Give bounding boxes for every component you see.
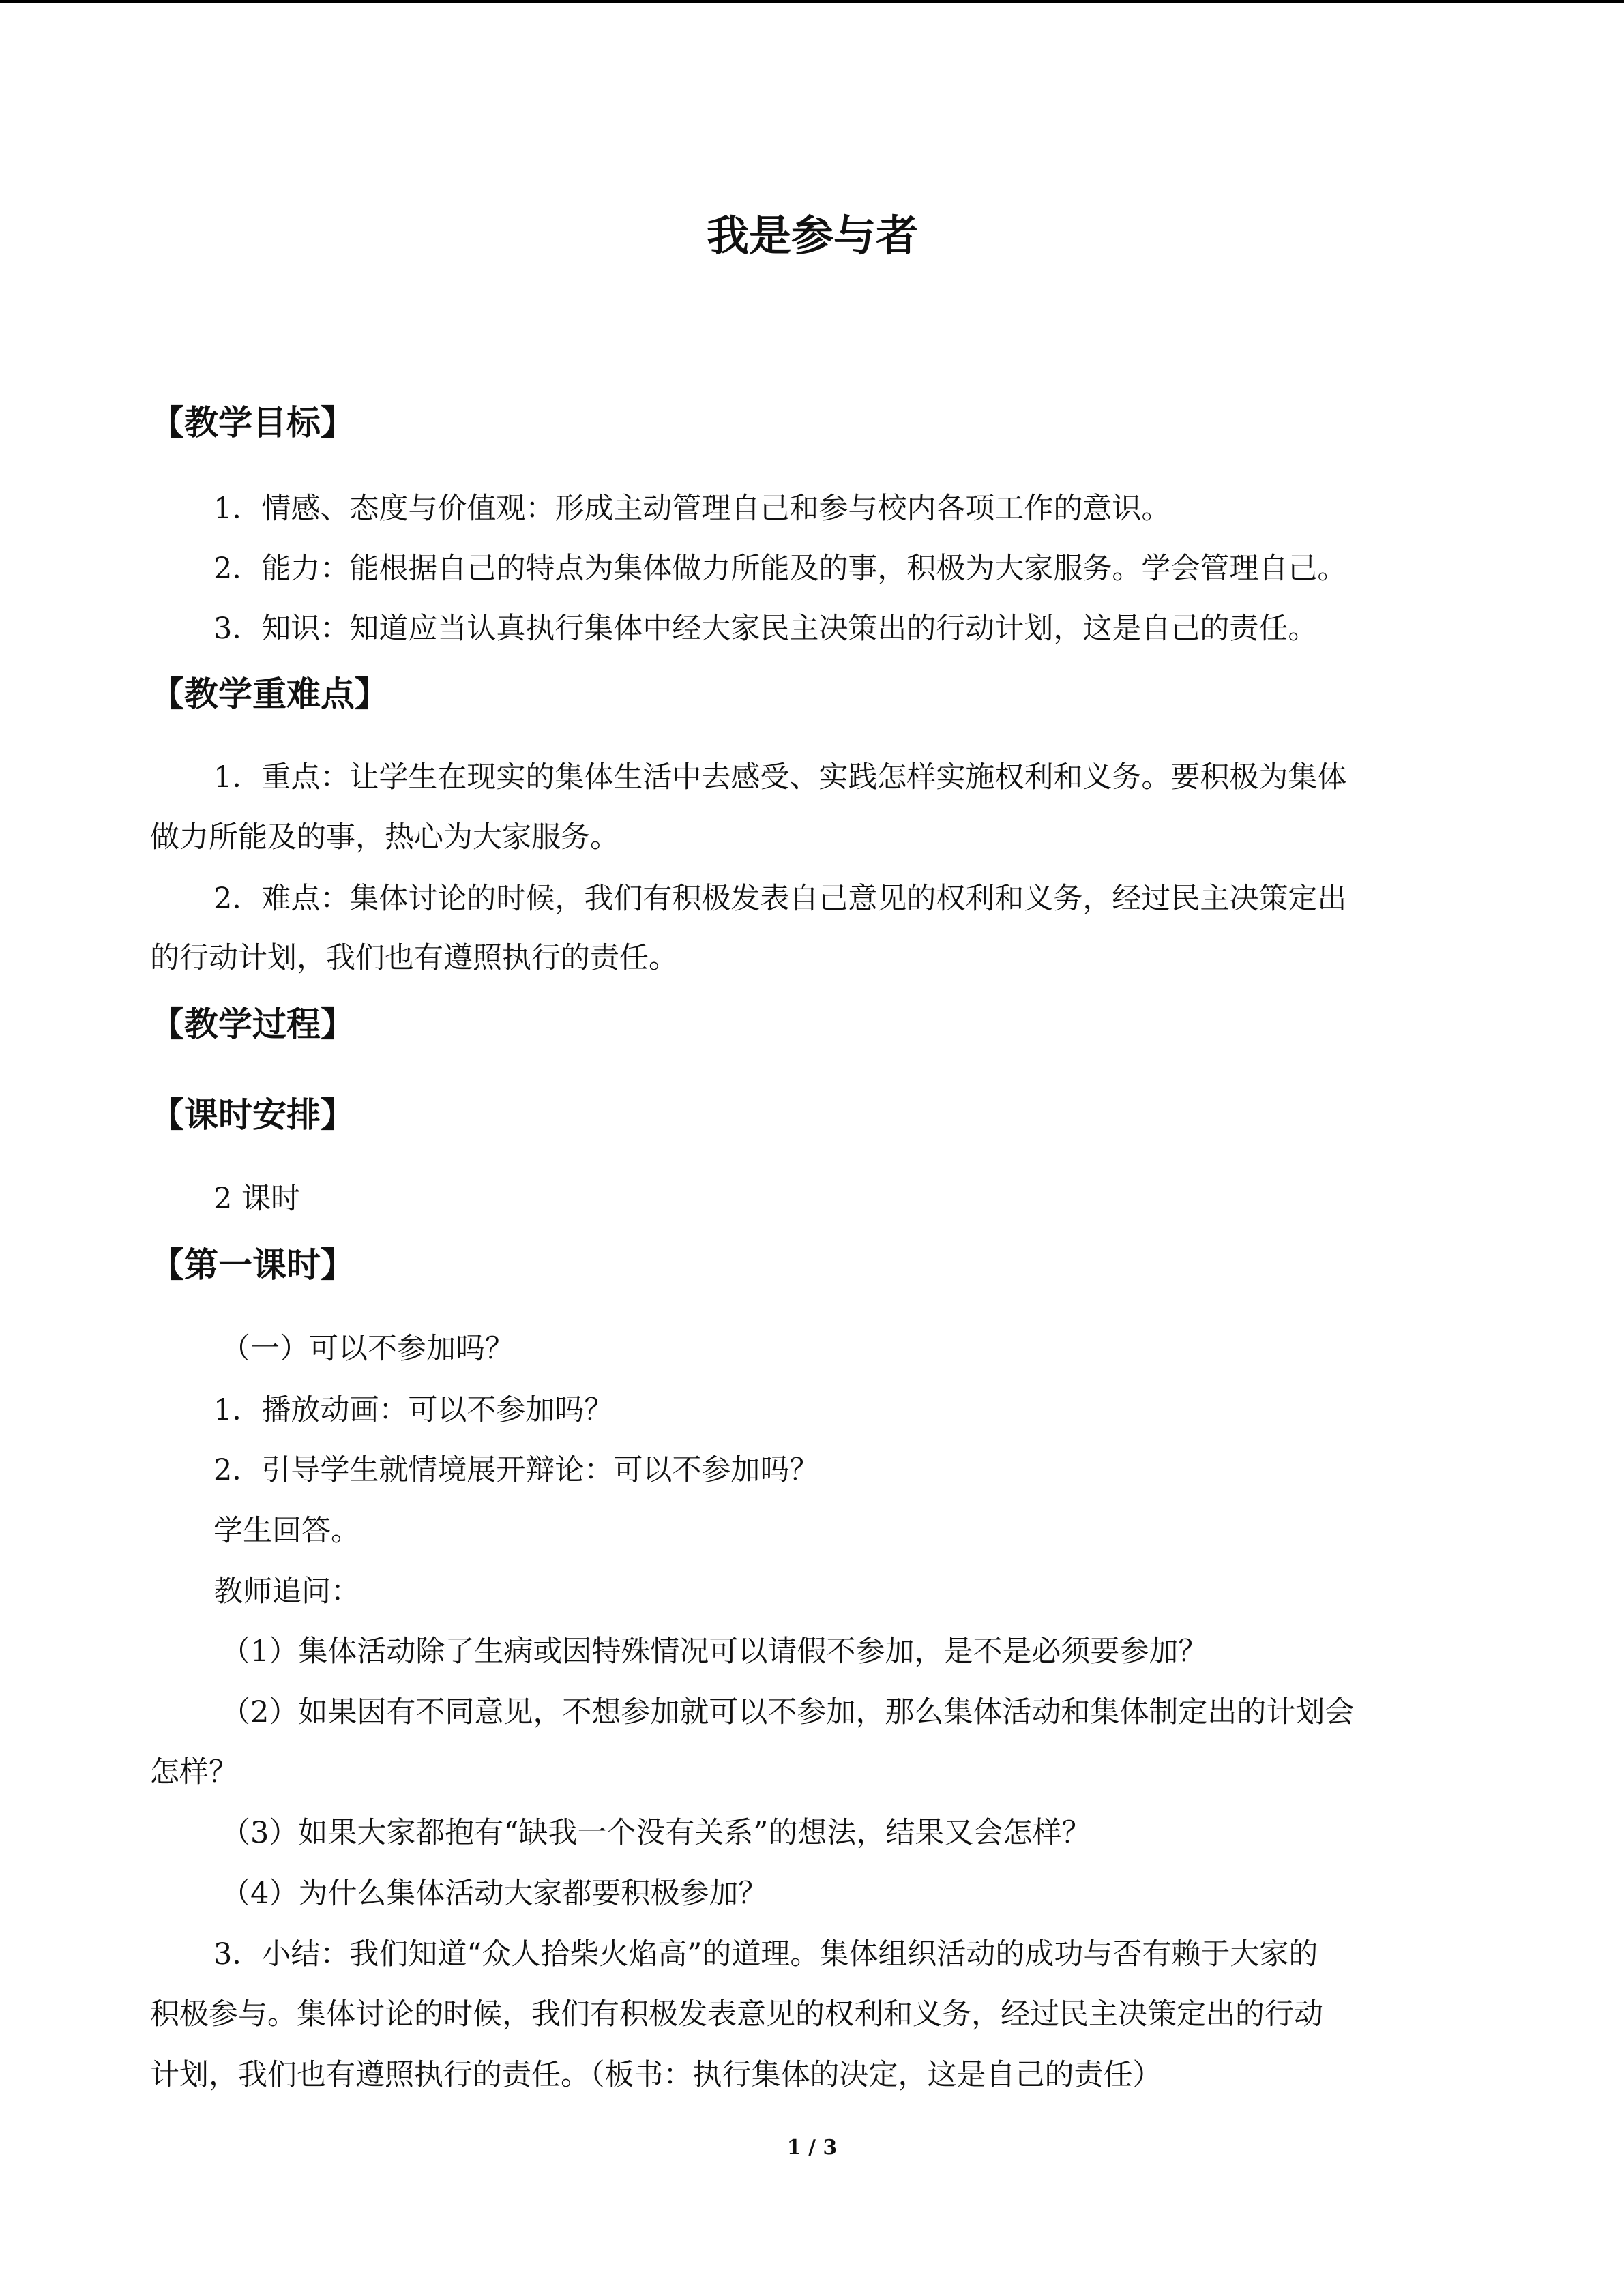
lesson-step: 2．引导学生就情境展开辩论：可以不参加吗？ bbox=[213, 1453, 819, 1487]
difficulty-text: 的行动计划，我们也有遵照执行的责任。 bbox=[150, 941, 678, 975]
question-item: （1）集体活动除了生病或因特殊情况可以请假不参加，是不是必须要参加？ bbox=[221, 1635, 1208, 1669]
key-point-text: 1．重点：让学生在现实的集体生活中去感受、实践怎样实施权利和义务。要积极为集体 bbox=[213, 760, 1347, 794]
question-item: （2）如果因有不同意见，不想参加就可以不参加，那么集体活动和集体制定出的计划会 bbox=[221, 1695, 1355, 1729]
heading-key-points: 【教学重难点】 bbox=[150, 674, 389, 714]
schedule-value: 2 课时 bbox=[213, 1182, 301, 1216]
lesson-subheading: （一）可以不参加吗？ bbox=[221, 1332, 514, 1366]
objective-item: 2．能力：能根据自己的特点为集体做力所能及的事，积极为大家服务。学会管理自己。 bbox=[213, 552, 1347, 586]
heading-process: 【教学过程】 bbox=[150, 1004, 355, 1044]
document-page bbox=[150, 0, 1475, 2296]
heading-schedule: 【课时安排】 bbox=[150, 1095, 355, 1135]
summary-text: 3．小结：我们知道“众人拾柴火焰高”的道理。集体组织活动的成功与否有赖于大家的 bbox=[213, 1937, 1318, 1971]
question-item: （4）为什么集体活动大家都要积极参加？ bbox=[221, 1877, 768, 1911]
key-point-text: 做力所能及的事，热心为大家服务。 bbox=[150, 820, 619, 854]
summary-text: 积极参与。集体讨论的时候，我们有积极发表意见的权利和义务，经过民主决策定出的行动 bbox=[150, 1997, 1323, 2031]
lesson-step: 1．播放动画：可以不参加吗？ bbox=[213, 1393, 614, 1427]
page-title: 我是参与者 bbox=[706, 211, 918, 260]
summary-text: 计划，我们也有遵照执行的责任。（板书：执行集体的决定，这是自己的责任） bbox=[150, 2058, 1162, 2092]
lesson-text: 教师追问： bbox=[213, 1575, 360, 1609]
heading-lesson1: 【第一课时】 bbox=[150, 1245, 355, 1285]
objective-item: 1．情感、态度与价值观：形成主动管理自己和参与校内各项工作的意识。 bbox=[213, 492, 1171, 526]
question-item: 怎样？ bbox=[150, 1755, 238, 1789]
page-number: 1 / 3 bbox=[786, 2136, 838, 2160]
question-item: （3）如果大家都抱有“缺我一个没有关系”的想法，结果又会怎样？ bbox=[221, 1816, 1091, 1850]
difficulty-text: 2．难点：集体讨论的时候，我们有积极发表自己意见的权利和义务，经过民主决策定出 bbox=[213, 882, 1347, 916]
objective-item: 3．知识：知道应当认真执行集体中经大家民主决策出的行动计划，这是自己的责任。 bbox=[213, 612, 1318, 646]
heading-objectives: 【教学目标】 bbox=[150, 403, 355, 443]
lesson-text: 学生回答。 bbox=[213, 1514, 360, 1548]
